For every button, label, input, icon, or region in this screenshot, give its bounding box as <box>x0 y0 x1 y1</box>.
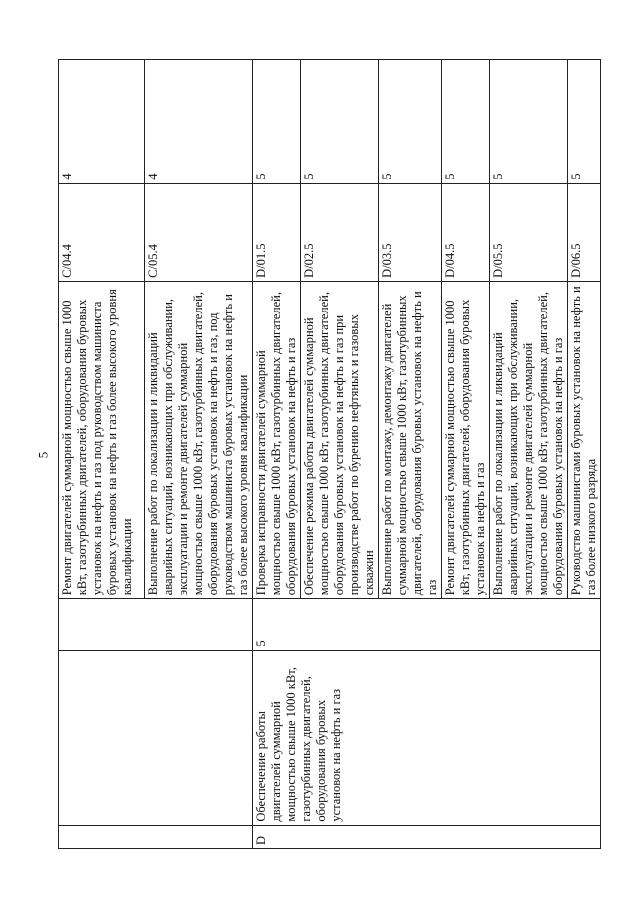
rotated-page-content <box>58 59 598 849</box>
table-row <box>253 60 301 849</box>
group-letter-cell: D <box>253 825 601 848</box>
group-level-cell: 5 <box>253 599 601 650</box>
level-cell: 5 <box>442 60 490 184</box>
function-cell: Ремонт двигателей суммарной мощностью свыше 1000 кВт, газотурбинных двигателей, оборудования буровых установок на нефть и газ <box>442 281 490 598</box>
empty-cell <box>59 825 253 848</box>
code-cell: D/03.5 <box>379 183 442 281</box>
level-cell: 4 <box>145 60 253 184</box>
code-cell: C/04.4 <box>59 183 145 281</box>
level-cell: 5 <box>379 60 442 184</box>
function-cell: Проверка исправности двигателей суммарной мощностью свыше 1000 кВт, газотурбинных двигателей, оборудования буровых установок на нефть и газ <box>253 281 301 598</box>
function-cell: Ремонт двигателей суммарной мощностью свыше 1000 кВт, газотурбинных двигателей, оборудования буровых установок на нефть и газ под руководством машиниста буровых установок на нефть и газ более высокого уровня квалификации <box>59 281 145 598</box>
function-cell: Руководство машинистами буровых установок на нефть и газ более низкого разряда <box>568 281 601 598</box>
code-cell: D/06.5 <box>568 183 601 281</box>
level-cell: 5 <box>301 60 379 184</box>
empty-cell <box>59 650 253 825</box>
level-cell: 5 <box>253 60 301 184</box>
code-cell: C/05.4 <box>145 183 253 281</box>
level-cell: 4 <box>59 60 145 184</box>
level-cell: 5 <box>490 60 568 184</box>
function-cell: Выполнение работ по локализации и ликвидаций аварийных ситуаций, возникающих при обслуживании, эксплуатации и ремонте двигателей суммарной мощностью свыше 1000 кВт, газотурбинных двигателей, оборудования буровых установок на нефть и газ <box>490 281 568 598</box>
function-cell: Обеспечение режима работы двигателей суммарной мощностью свыше 1000 кВт, газотурбинных двигателей, оборудования буровых установок на нефть и газ при производстве работ по бурению нефтяных и газовых скважин <box>301 281 379 598</box>
function-cell: Выполнение работ по монтажу, демонтажу двигателей суммарной мощностью свыше 1000 кВт, газотурбинных двигателей, оборудования буровых установок на нефть и газ <box>379 281 442 598</box>
function-cell: Выполнение работ по локализации и ликвидаций аварийных ситуаций, возникающих при обслуживании, эксплуатации и ремонте двигателей суммарной мощностью свыше 1000 кВт, газотурбинных двигателей, оборудования буровых установок на нефть и газ, под руководством машиниста буровых установок на нефть и газ более высокого уровня квалификации <box>145 281 253 598</box>
code-cell: D/05.5 <box>490 183 568 281</box>
code-cell: D/02.5 <box>301 183 379 281</box>
code-cell: D/04.5 <box>442 183 490 281</box>
group-name-cell: Обеспечение работы двигателей суммарной мощностью свыше 1000 кВт, газотурбинных двигателей, оборудования буровых установок на нефть и газ <box>253 650 601 825</box>
empty-cell <box>59 599 253 650</box>
page-number: 5 <box>35 451 51 459</box>
level-cell: 5 <box>568 60 601 184</box>
qualification-table <box>58 59 601 849</box>
code-cell: D/01.5 <box>253 183 301 281</box>
table-row <box>59 60 145 849</box>
